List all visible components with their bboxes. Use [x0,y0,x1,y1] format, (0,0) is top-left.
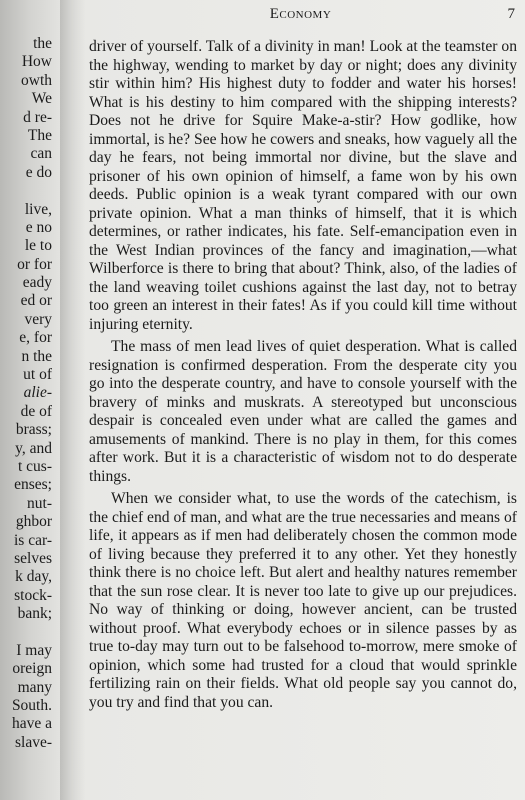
left-page-fragment: slave- [14,733,52,751]
running-header [86,6,515,26]
left-page-fragment: the [33,35,52,52]
left-page-fragment: ghbor [15,513,52,531]
left-page-fragment: k day, [15,568,52,586]
left-page-fragment: e, for [19,329,52,347]
left-page-fragment: can [30,145,52,163]
left-page-fragment: many [17,678,52,696]
left-page-fragment: e do [25,163,52,181]
left-page-fragment: de of [20,402,52,420]
page-number: 7 [507,6,515,22]
left-page-fragment: le to [24,237,52,255]
left-page-fragment [0,182,52,200]
book-gutter-shadow [60,0,86,800]
left-page-fragment: ut of [23,366,52,384]
left-page-fragment: I may [16,641,52,659]
left-page-fragment: brass; [15,421,52,439]
left-page-fragment: very [24,310,52,328]
left-page-fragment: oreign [12,660,52,678]
paragraph-1: driver of yourself. Talk of a divinity in man! Look at the teamster on the highway, wending to market by day or night; does any divinity stir within him? His highest duty to fodder and water his horses! What is his destiny to him compared with the shipping interests? Does not he drive for Squire Make-a-stir? How godlike, how immortal, is he? See how he cowers and sneaks, how vaguely all the day he fears, not being immortal nor divine, but the slave and prisoner of his own opinion of himself, a fame won by his own deeds. Public opinion is a weak tyrant compared with our own private opinion. What a man thinks of himself, that it is which determines, or rather indicates, his fate. Self-emancipation even in the West Indian provinces of the fancy and imagination,—what Wilberforce is there to bring that about? Think, also, of the ladies of the land weaving toilet cushions against the last day, not to betray too green an interest in their fates! As if you could kill time without injuring eternity. [89,38,517,333]
left-page-fragment: ed or [20,292,52,310]
left-page-fragment: alie- [23,384,52,402]
left-page-fragment: owth [21,71,52,89]
left-page-fragment: We [31,90,52,108]
body-text [89,38,517,712]
left-page-fragment: is car- [14,531,52,549]
paragraph-2: The mass of men lead lives of quiet desperation. What is called resignation is confirmed desperation. From the desperate city you go into the desperate country, and have to console yourself with the bravery of minks and muskrats. A stereotyped but unconscious despair is concealed even under what are called the games and amusements of mankind. There is no play in them, for this comes after work. But it is a characteristic of wisdom not to do desperate things. [89,338,517,485]
chapter-title: Economy [269,6,332,22]
left-page-fragment: have a [11,715,52,733]
left-page-fragment: or for [17,255,52,273]
left-page-fragment: nut- [27,494,52,512]
left-page-fragment: d re- [23,108,52,126]
left-page-fragment: y, and [15,439,52,457]
left-page-fragment: selves [14,549,52,567]
paragraph-3: When we consider what, to use the words of the catechism, is the chief end of man, and what are the true necessaries and means of life, it appears as if men had deliberately chosen the common mode of living because they preferred it to any other. Yet they honestly think there is no choice left. But alert and healthy natures remember that the sun rose clear. It is never too late to give up our prejudices. No way of thinking or doing, however ancient, can be trusted without proof. What everybody echoes or in silence passes by as true to-day may turn out to be falsehood to-morrow, mere smoke of opinion, which some had trusted for a cloud that would sprinkle fertilizing rain on their fields. What old people say you cannot do, you try and find that you can. [89,490,517,711]
left-page-fragment: enses; [14,476,52,494]
left-page-fragment: t cus- [17,457,52,475]
left-page-fragment: live, [24,200,52,218]
left-page-fragment [0,624,52,642]
left-page-fragment: South. [11,697,52,715]
left-page-fragment: How [21,53,52,71]
left-page-fragment: e no [25,218,52,236]
left-page-fragment: n the [21,347,52,365]
left-page-fragment: The [27,126,52,144]
left-page-fragment: stock- [14,586,52,604]
left-page-edge-text [0,35,52,752]
left-page-fragment: eady [22,274,52,292]
left-page-fragment: bank; [17,605,52,623]
